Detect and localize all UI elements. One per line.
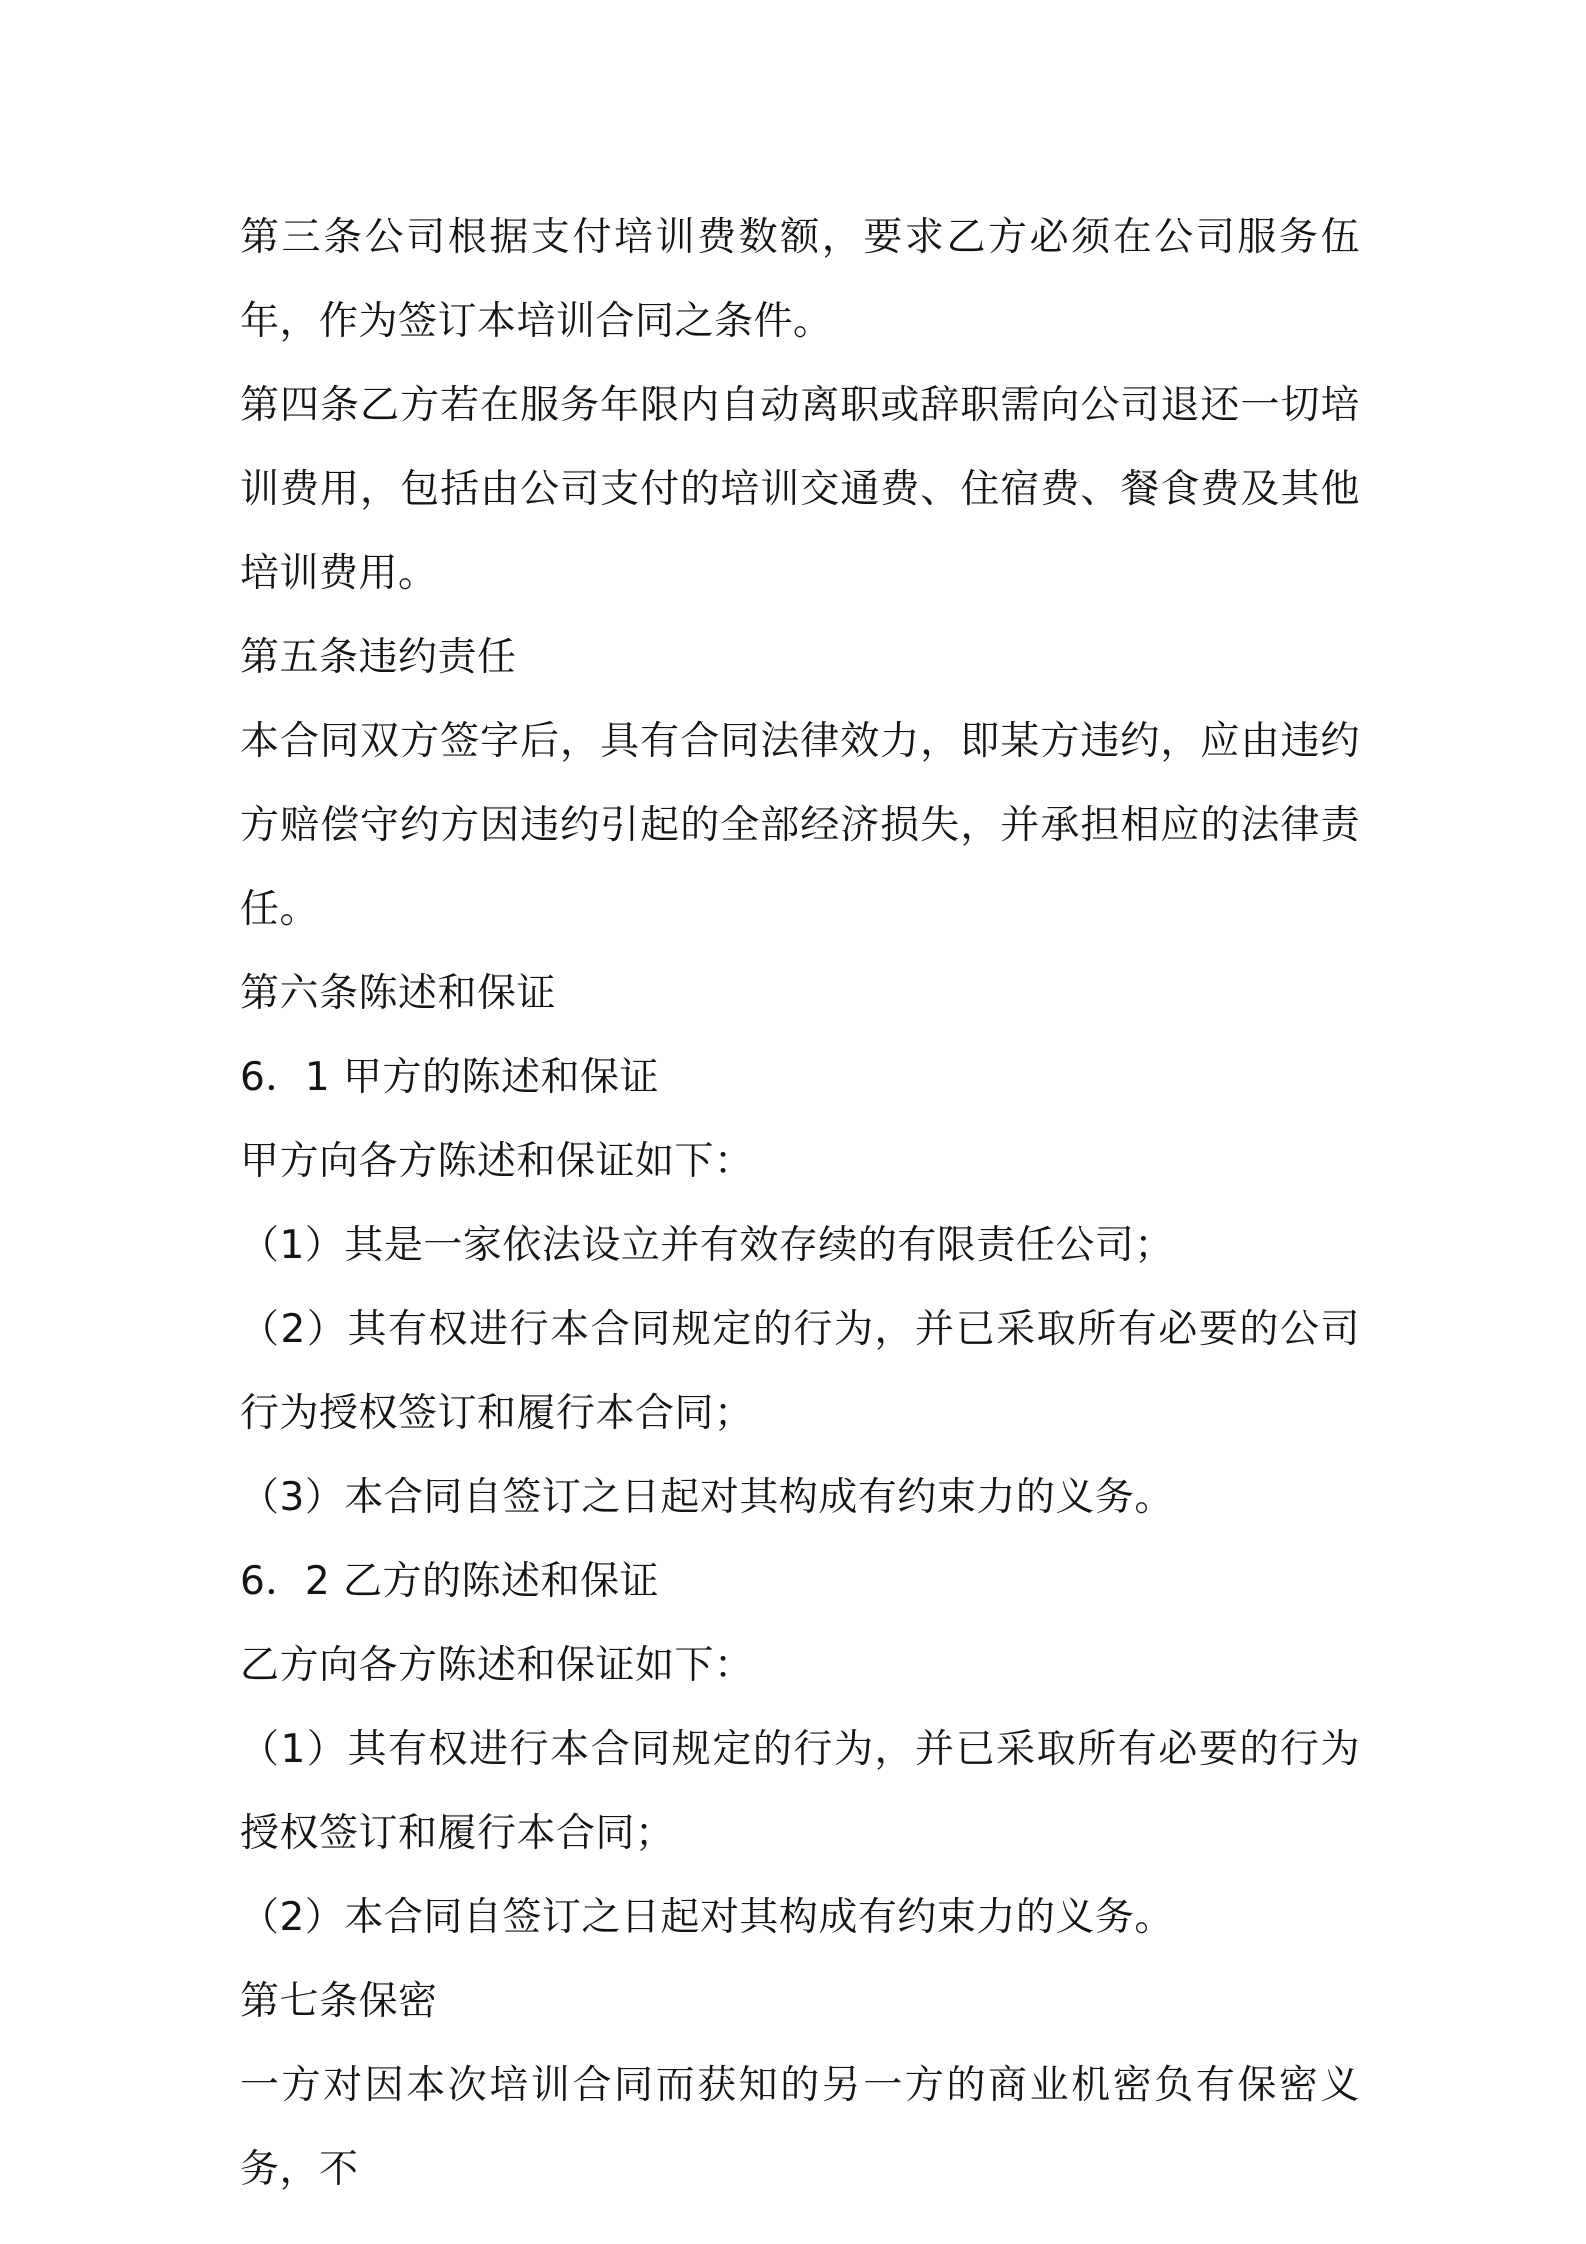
section-6-1-item-2: （2）其有权进行本合同规定的行为，并已采取所有必要的公司行为授权签订和履行本合同； (240, 1307, 1360, 1436)
section-6-2-item-1: （1）其有权进行本合同规定的行为，并已采取所有必要的行为授权签订和履行本合同； (240, 1727, 1360, 1856)
article-3-paragraph: 第三条公司根据支付培训费数额，要求乙方必须在公司服务伍年，作为签订本培训合同之条件。 (240, 215, 1360, 344)
section-6-2-intro: 乙方向各方陈述和保证如下： (240, 1643, 754, 1688)
article-5-paragraph: 本合同双方签字后，具有合同法律效力，即某方违约，应由违约方赔偿守约方因违约引起的全部经济损失，并承担相应的法律责任。 (240, 719, 1360, 932)
article-7-heading: 第七条保密 (240, 1979, 438, 2024)
section-6-1-item-3: （3）本合同自签订之日起对其构成有约束力的义务。 (240, 1475, 1174, 1520)
section-6-2-heading: 6．2 乙方的陈述和保证 (240, 1559, 660, 1604)
article-5-heading: 第五条违约责任 (240, 635, 517, 680)
article-7-paragraph: 一方对因本次培训合同而获知的另一方的商业机密负有保密义务，不 (240, 2063, 1360, 2192)
section-6-2-item-2: （2）本合同自签订之日起对其构成有约束力的义务。 (240, 1895, 1174, 1940)
article-6-heading: 第六条陈述和保证 (240, 971, 557, 1016)
section-6-1-item-1: （1）其是一家依法设立并有效存续的有限责任公司； (240, 1223, 1174, 1268)
contract-body (240, 196, 1360, 2212)
section-6-1-heading: 6．1 甲方的陈述和保证 (240, 1055, 660, 1100)
article-4-paragraph: 第四条乙方若在服务年限内自动离职或辞职需向公司退还一切培训费用，包括由公司支付的培训交通费、住宿费、餐食费及其他培训费用。 (240, 383, 1360, 596)
section-6-1-intro: 甲方向各方陈述和保证如下： (240, 1139, 754, 1184)
